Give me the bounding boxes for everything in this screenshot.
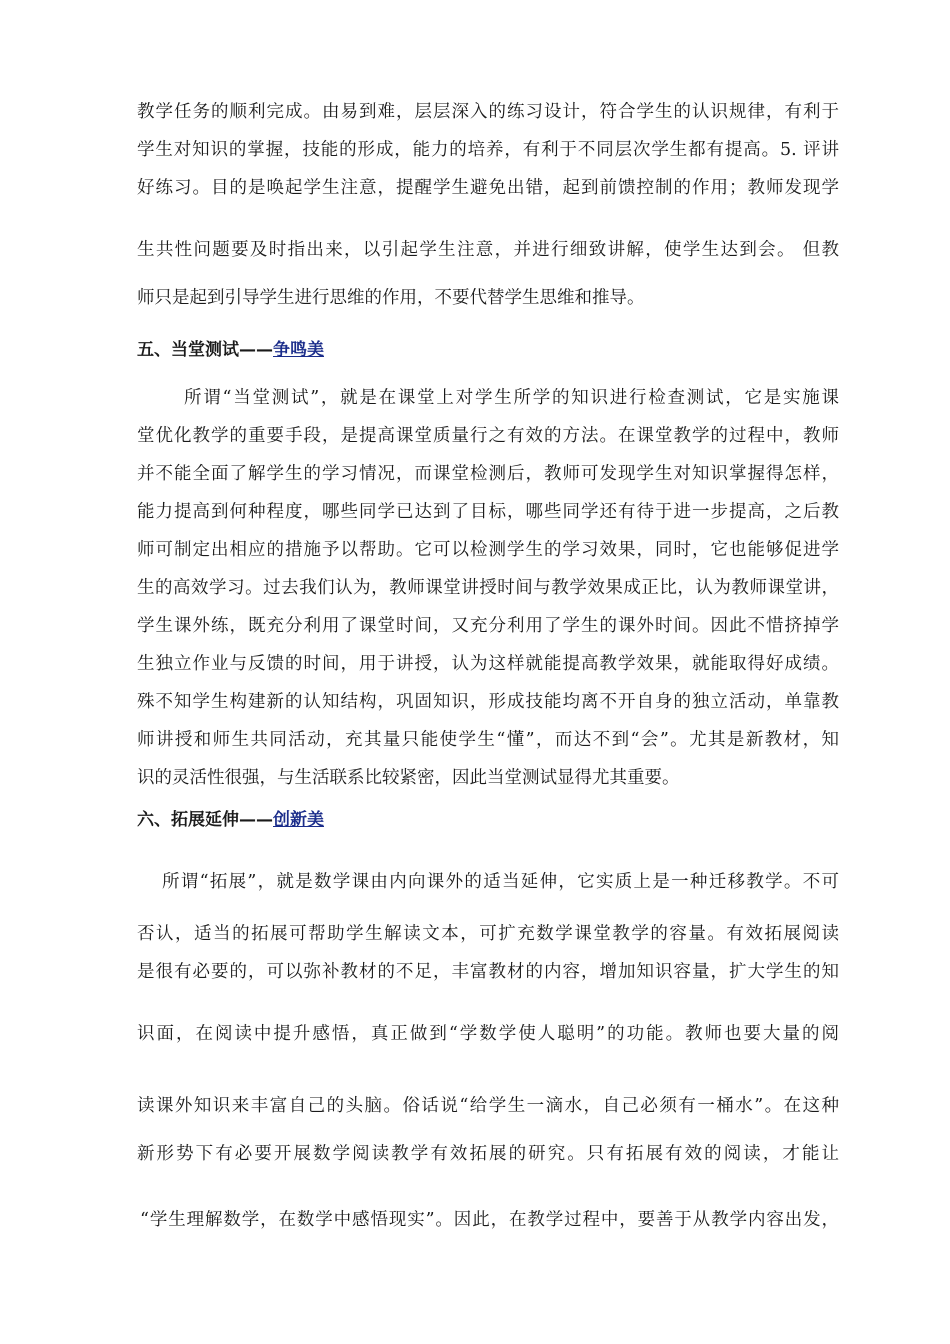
section-6-line-6: 新形势下有必要开展数学阅读教学有效拓展的研究。只有拓展有效的阅读，才能让 [137,1144,839,1164]
paragraph-1-line-3: 好练习。目的是唤起学生注意，提醒学生避免出错，起到前馈控制的作用；教师发现学 [137,178,839,198]
section-5-heading [137,338,324,362]
section-6-line-1: 所谓“拓展”，就是数学课由内向课外的适当延伸，它实质上是一种迁移教学。不可 [162,872,839,892]
section-5-line-3: 并不能全面了解学生的学习情况，而课堂检测后，教师可发现学生对知识掌握得怎样， [137,464,839,484]
section-5-line-1: 所谓“当堂测试”，就是在课堂上对学生所学的知识进行检查测试，它是实施课 [184,388,839,408]
section-6-heading-prefix: 六、拓展延伸—— [137,810,273,830]
section-5-heading-link[interactable]: 争鸣美 [273,340,324,360]
section-5-line-11: 识的灵活性很强，与生活联系比较紧密，因此当堂测试显得尤其重要。 [137,768,680,788]
section-6-line-5: 读课外知识来丰富自己的头脑。俗话说“给学生一滴水，自己必须有一桶水”。在这种 [137,1096,839,1116]
section-5-line-6: 生的高效学习。过去我们认为，教师课堂讲授时间与教学效果成正比，认为教师课堂讲， [137,578,839,598]
section-6-line-7: “学生理解数学，在数学中感悟现实”。因此，在教学过程中，要善于从教学内容出发， [140,1210,839,1230]
section-5-line-10: 师讲授和师生共同活动，充其量只能使学生“懂”，而达不到“会”。尤其是新教材，知 [137,730,839,750]
paragraph-1-line-2: 学生对知识的掌握，技能的形成，能力的培养，有利于不同层次学生都有提高。5. 评讲 [137,140,839,160]
section-5-line-5: 师可制定出相应的措施予以帮助。它可以检测学生的学习效果，同时，它也能够促进学 [137,540,839,560]
section-5-line-2: 堂优化教学的重要手段，是提高课堂质量行之有效的方法。在课堂教学的过程中，教师 [137,426,839,446]
paragraph-1-line-5: 师只是起到引导学生进行思维的作用，不要代替学生思维和推导。 [137,288,645,308]
paragraph-1-line-4: 生共性问题要及时指出来，以引起学生注意，并进行细致讲解，使学生达到会。 但教 [137,240,839,260]
section-5-line-7: 学生课外练，既充分利用了课堂时间，又充分利用了学生的课外时间。因此不惜挤掉学 [137,616,839,636]
section-6-heading [137,808,324,832]
section-6-line-3: 是很有必要的，可以弥补教材的不足，丰富教材的内容，增加知识容量，扩大学生的知 [137,962,839,982]
section-5-line-9: 殊不知学生构建新的认知结构，巩固知识，形成技能均离不开自身的独立活动，单靠教 [137,692,839,712]
section-6-heading-link[interactable]: 创新美 [273,810,324,830]
section-6-line-4: 识面，在阅读中提升感悟，真正做到“学数学使人聪明”的功能。教师也要大量的阅 [137,1024,839,1044]
section-5-line-4: 能力提高到何种程度，哪些同学已达到了目标，哪些同学还有待于进一步提高，之后教 [137,502,839,522]
section-5-line-8: 生独立作业与反馈的时间，用于讲授，认为这样就能提高教学效果，就能取得好成绩。 [137,654,839,674]
section-6-line-2: 否认，适当的拓展可帮助学生解读文本，可扩充数学课堂教学的容量。有效拓展阅读 [137,924,839,944]
paragraph-1-line-1: 教学任务的顺利完成。由易到难，层层深入的练习设计，符合学生的认识规律，有利于 [137,102,839,122]
section-5-heading-prefix: 五、当堂测试—— [137,340,273,360]
